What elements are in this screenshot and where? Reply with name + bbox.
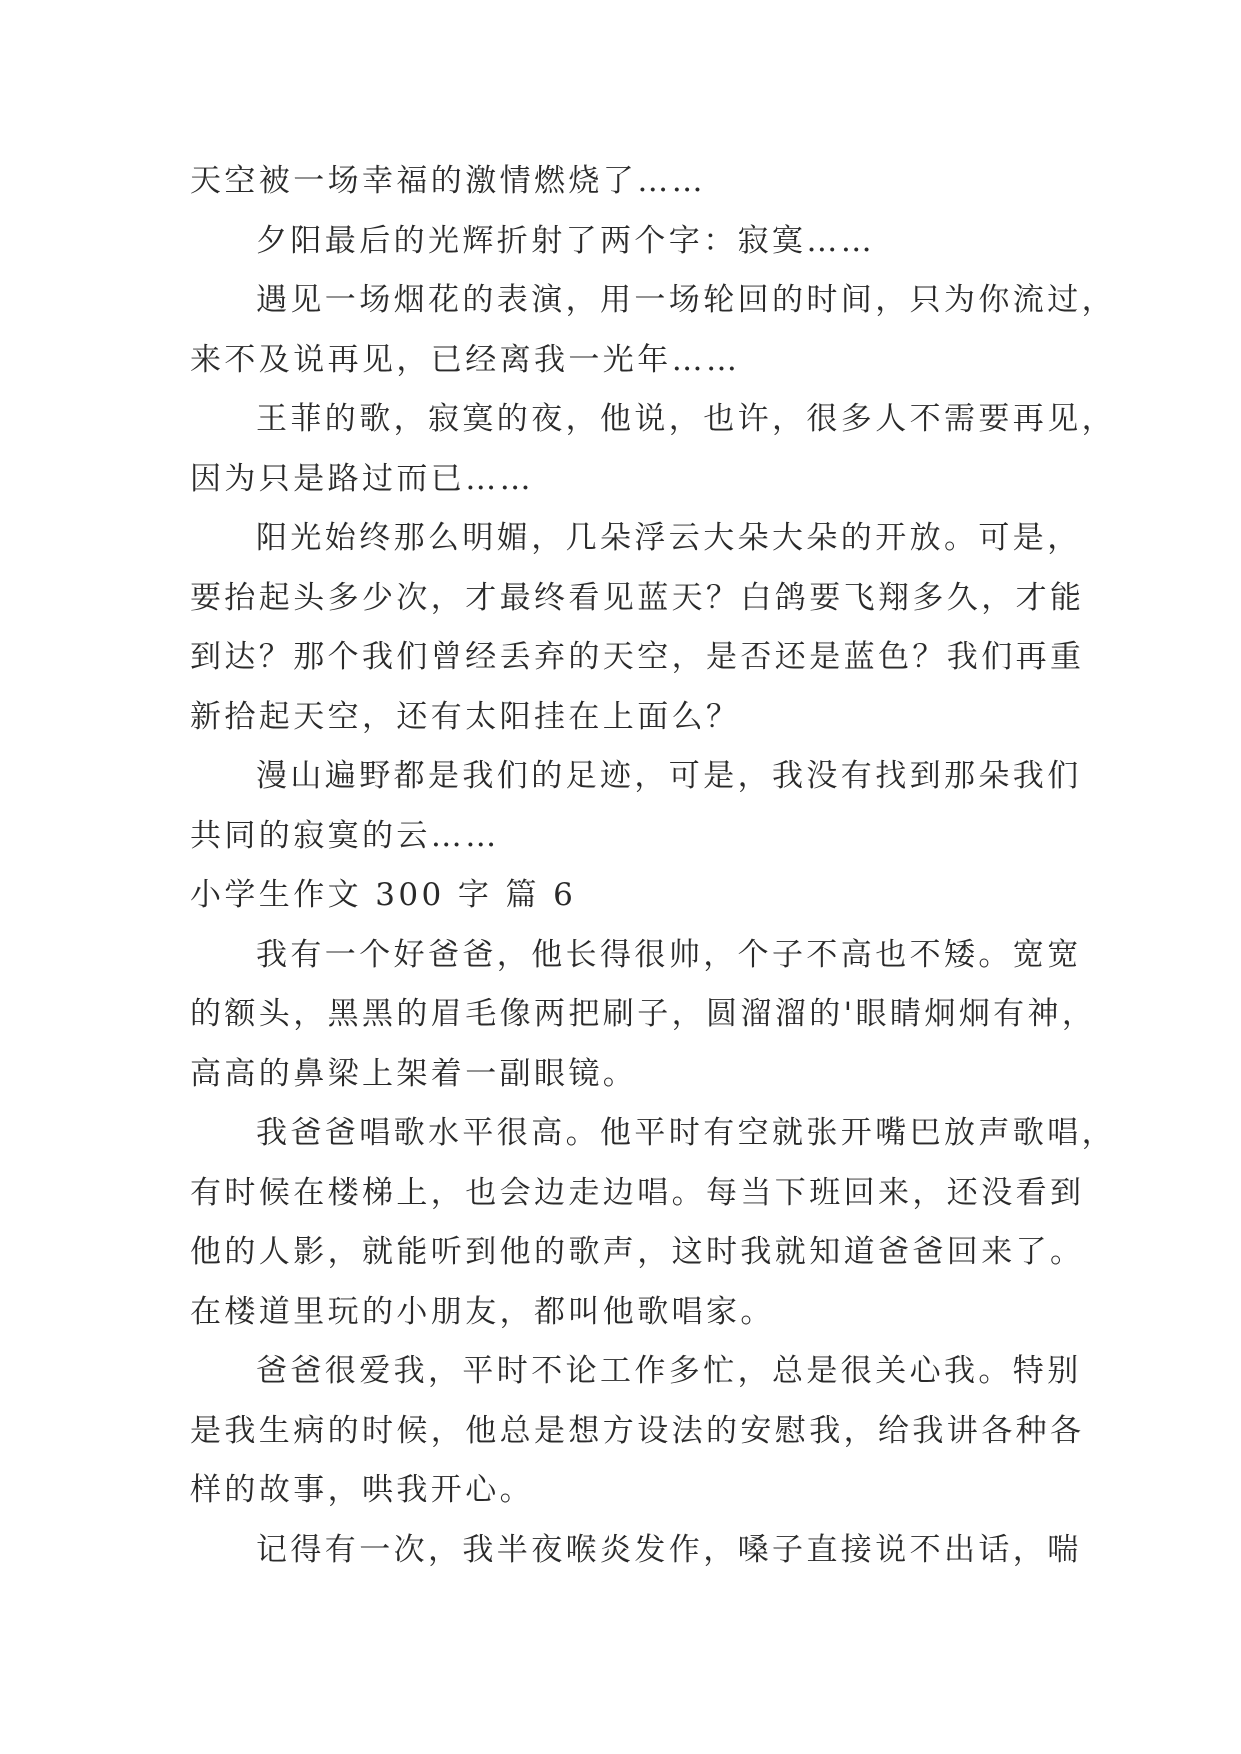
text-line: 阳光始终那么明媚，几朵浮云大朵大朵的开放。可是，: [256, 520, 1082, 556]
text-line: 爸爸很爱我，平时不论工作多忙，总是很关心我。特别: [256, 1353, 1082, 1389]
text-line: 夕阳最后的光辉折射了两个字：寂寞……: [256, 222, 876, 259]
text-line: 我爸爸唱歌水平很高。他平时有空就张开嘴巴放声歌唱，: [256, 1115, 1116, 1151]
section-heading: 小学生作文 300 字 篇 6: [190, 877, 577, 913]
text-line: 到达？那个我们曾经丢弃的天空，是否还是蓝色？我们再重: [190, 639, 1085, 675]
text-line: 有时候在楼梯上，也会边走边唱。每当下班回来，还没看到: [190, 1174, 1085, 1211]
text-line: 天空被一场幸福的激情燃烧了……: [190, 163, 706, 199]
text-line: 样的故事，哄我开心。: [190, 1472, 534, 1508]
document-body: [190, 152, 1116, 1580]
text-line: 在楼道里玩的小朋友，都叫他歌唱家。: [190, 1293, 775, 1330]
text-line: 他的人影，就能听到他的歌声，这时我就知道爸爸回来了。: [190, 1234, 1085, 1270]
text-line: 来不及说再见，已经离我一光年……: [190, 341, 741, 378]
text-line: 因为只是路过而已……: [190, 460, 534, 497]
text-line: 的额头，黑黑的眉毛像两把刷子，圆溜溜的'眼睛炯炯有神，: [190, 996, 1097, 1032]
text-line: 遇见一场烟花的表演，用一场轮回的时间，只为你流过，: [256, 282, 1116, 318]
text-line: 漫山遍野都是我们的足迹，可是，我没有找到那朵我们: [256, 758, 1082, 794]
text-line: 记得有一次，我半夜喉炎发作，嗓子直接说不出话，喘: [256, 1531, 1082, 1568]
text-line: 共同的寂寞的云……: [190, 817, 500, 854]
text-line: 我有一个好爸爸，他长得很帅，个子不高也不矮。宽宽: [256, 936, 1082, 973]
text-line: 新拾起天空，还有太阳挂在上面么？: [190, 698, 741, 735]
text-line: 要抬起头多少次，才最终看见蓝天？白鸽要飞翔多久，才能: [190, 579, 1085, 616]
text-line: 王菲的歌，寂寞的夜，他说，也许，很多人不需要再见，: [256, 401, 1116, 437]
text-line: 是我生病的时候，他总是想方设法的安慰我，给我讲各种各: [190, 1412, 1085, 1449]
text-line: 高高的鼻梁上架着一副眼镜。: [190, 1055, 638, 1092]
